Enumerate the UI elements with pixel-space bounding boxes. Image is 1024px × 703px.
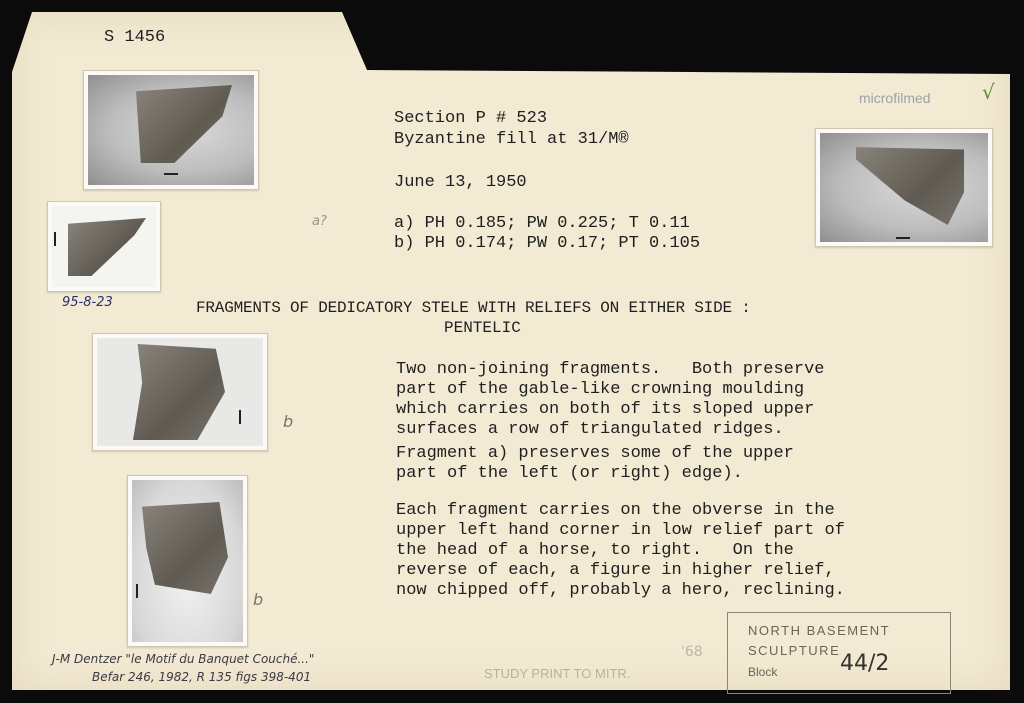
stamp-line-3: Block (748, 665, 778, 679)
card-number: S 1456 (104, 28, 166, 47)
desc-line: which carries on both of its sloped upper (396, 400, 815, 419)
desc-line: part of the gable-like crowning moulding (396, 380, 805, 399)
check-mark: √ (982, 80, 995, 104)
context: Byzantine fill at 31/M® (394, 130, 629, 149)
photo-number: 95-8-23 (62, 295, 113, 310)
photo-fragment-a-small (47, 201, 161, 292)
pencil-year: '68 (681, 644, 703, 660)
photo-fragment-b-obverse (92, 333, 268, 451)
bibliography-line-1: J-M Dentzer "le Motif du Banquet Couché..." (52, 652, 315, 666)
description-paragraph-2 (396, 501, 976, 611)
desc-line: now chipped off, probably a hero, reclining. (396, 581, 845, 600)
microfilmed-stamp: microfilmed (859, 90, 931, 106)
photo-fragment-b-reverse (127, 475, 248, 647)
desc-line: Each fragment carries on the obverse in the (396, 501, 835, 520)
description-paragraph-1 (396, 360, 956, 490)
photo-fragment-a-reverse (815, 128, 993, 247)
stamp-number: 44/2 (840, 651, 890, 676)
desc-line: Fragment a) preserves some of the upper (396, 444, 794, 463)
pencil-mark-a: a? (312, 214, 327, 229)
photo-label-b2: b (253, 590, 264, 609)
desc-line: reverse of each, a figure in higher relief, (396, 561, 835, 580)
desc-line: the head of a horse, to right. On the (396, 541, 794, 560)
photo-label-b1: b (283, 412, 294, 431)
date: June 13, 1950 (394, 173, 527, 192)
photo-fragment-a-obverse (83, 70, 259, 190)
location-stamp (727, 612, 951, 694)
desc-line: upper left hand corner in low relief part of (396, 521, 845, 540)
study-print-note: STUDY PRINT TO MITR. (484, 666, 631, 681)
bibliography-line-2: Befar 246, 1982, R 135 figs 398-401 (92, 670, 312, 684)
desc-line: Two non-joining fragments. Both preserve (396, 360, 825, 379)
desc-line: surfaces a row of triangulated ridges. (396, 420, 784, 439)
desc-line: part of the left (or right) edge). (396, 464, 743, 483)
stamp-line-2: SCULPTURE (748, 643, 841, 658)
title-line-2: PENTELIC (444, 319, 521, 337)
title-line-1: FRAGMENTS OF DEDICATORY STELE WITH RELIEFS ON EITHER SIDE : (196, 299, 751, 317)
section-number: Section P # 523 (394, 109, 548, 128)
stamp-line-1: NORTH BASEMENT (748, 623, 891, 638)
measurements-a: a) PH 0.185; PW 0.225; T 0.11 (394, 214, 690, 233)
measurements-b: b) PH 0.174; PW 0.17; PT 0.105 (394, 234, 701, 253)
